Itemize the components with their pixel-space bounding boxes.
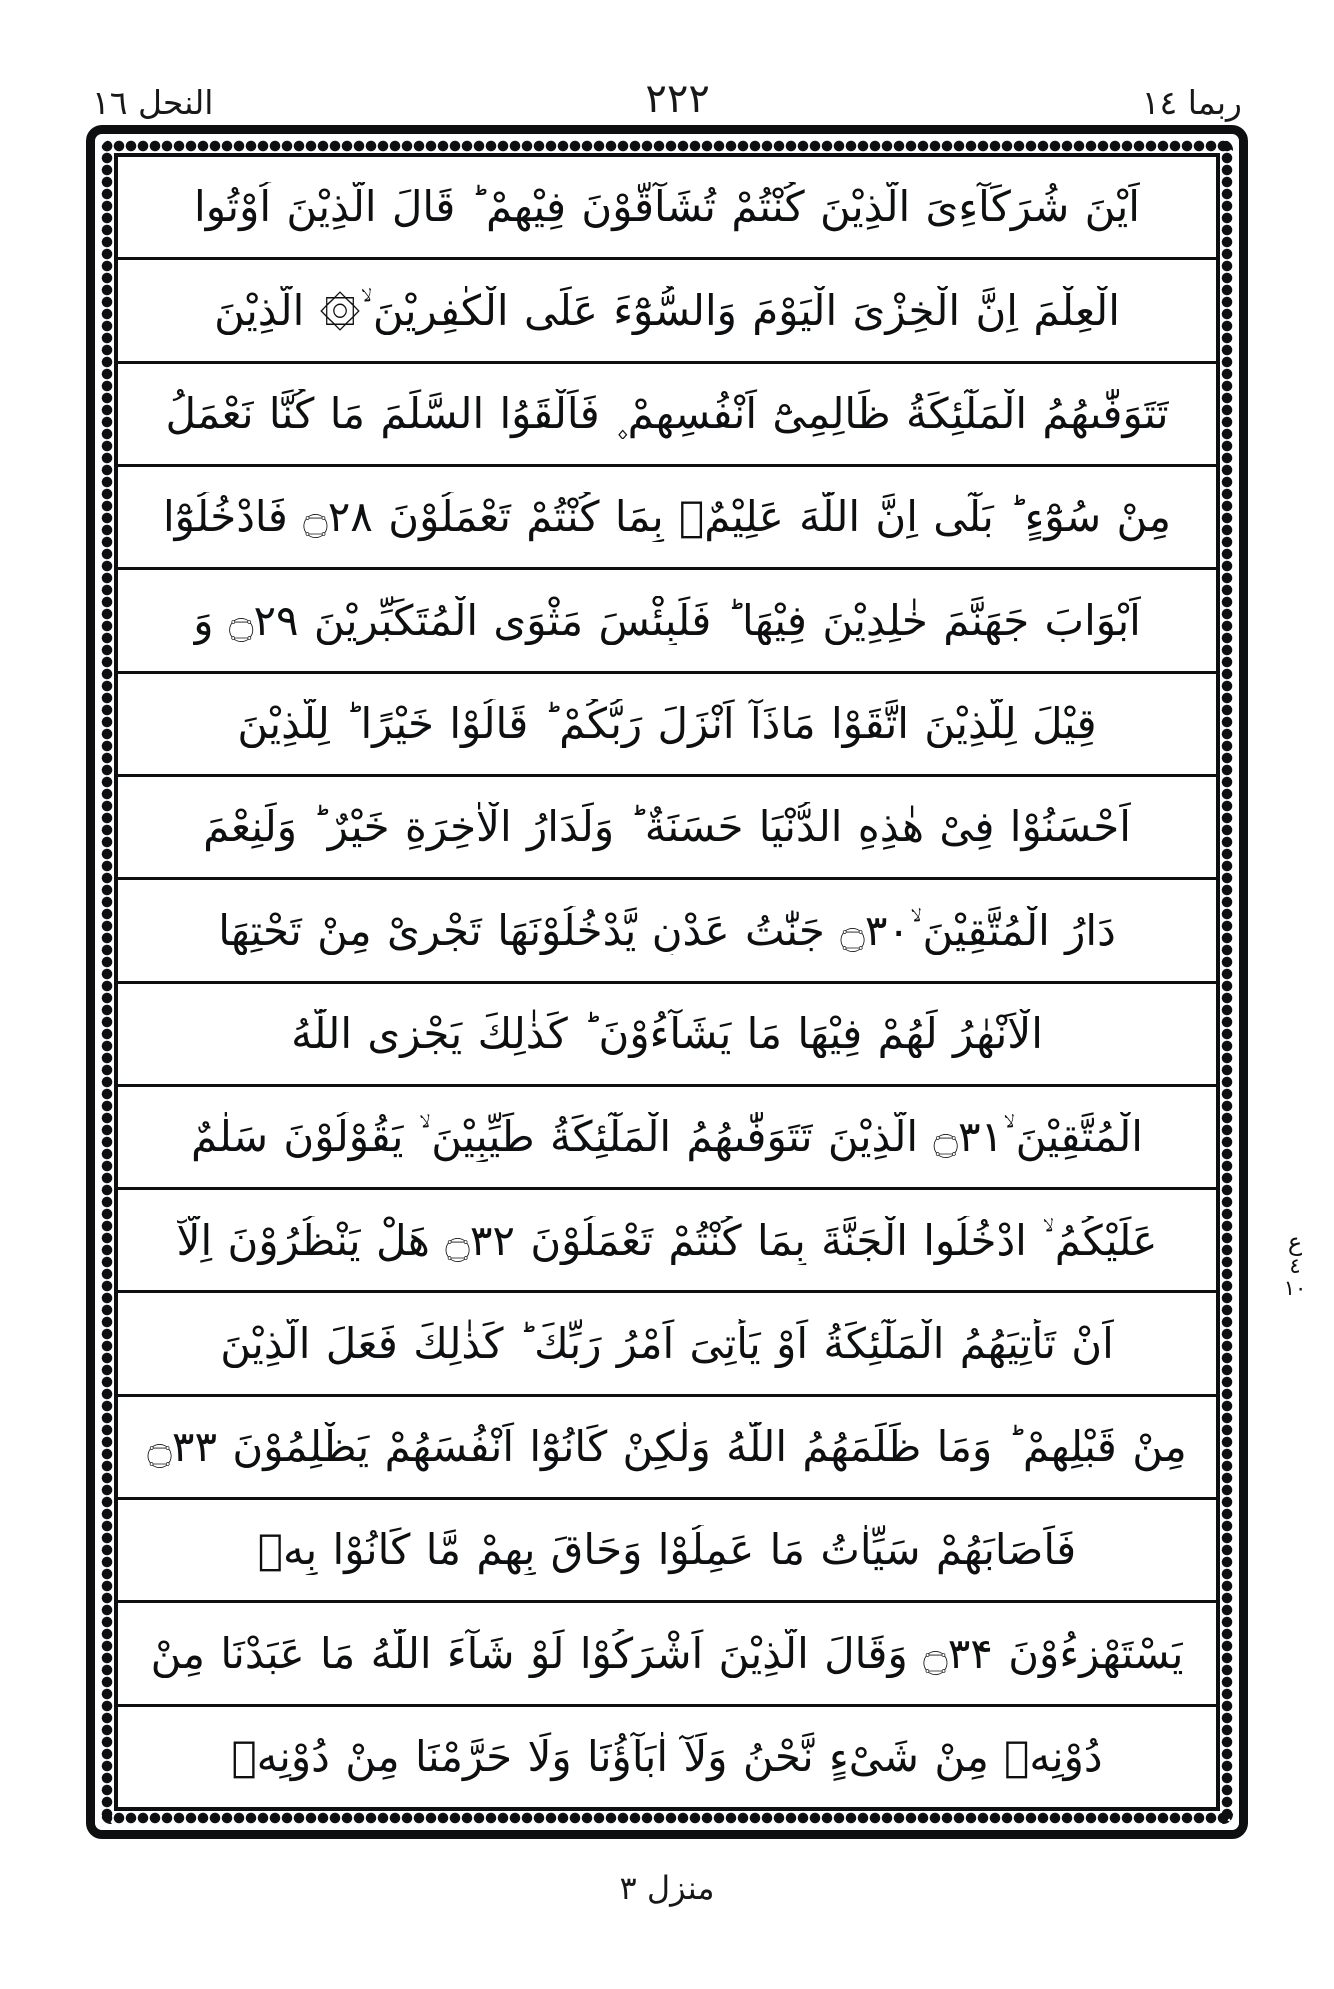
quran-line: [118, 1707, 1216, 1807]
text-frame-wrapper: [0, 125, 1334, 1839]
quran-line: [118, 260, 1216, 363]
quran-line: [118, 984, 1216, 1087]
quran-line: [118, 1087, 1216, 1190]
quran-line: [118, 1293, 1216, 1396]
surah-name-label: النحل ١٦: [92, 83, 214, 122]
quran-line-text: قِيْلَ لِلَّذِيْنَ اتَّقَوْا مَاذَآ اَنْزَلَ رَبُّكُمْ ؕ قَالُوْا خَيْرًا ؕ لِلَّذِيْنَ: [237, 698, 1097, 748]
page-number: ٢٢٢: [645, 76, 710, 122]
page-footer: [0, 1839, 1334, 1989]
quran-line: [118, 1603, 1216, 1706]
quran-line-text: عَلَيْكُمُ ۙ ادْخُلُوا الْجَنَّةَ بِمَا كُنْتُمْ تَعْمَلُوْنَ ۝۳۲ هَلْ يَنْظُرُوْنَ اِلَّآ: [176, 1215, 1158, 1265]
quran-line: [118, 1397, 1216, 1500]
quran-line-text: يَسْتَهْزِءُوْنَ ۝۳۴ وَقَالَ الَّذِيْنَ اَشْرَكُوْا لَوْ شَآءَ اللّٰهُ مَا عَبَدْنَا مِنْ: [150, 1628, 1184, 1678]
ruku-marker: [1272, 1230, 1318, 1299]
quran-line: [118, 364, 1216, 467]
quran-line: [118, 674, 1216, 777]
quran-line: [118, 570, 1216, 673]
quran-line-text: الْمُتَّقِيْنَ ۙ۝۳۱ الَّذِيْنَ تَتَوَفّٰىهُمُ الْمَلٰٓئِكَةُ طَيِّبِيْنَ ۙ يَقُوْلُوْنَ سَلٰمٌ: [191, 1112, 1143, 1162]
quran-line: [118, 157, 1216, 260]
quran-line-text: تَتَوَفّٰىهُمُ الْمَلٰٓئِكَةُ ظَالِمِىْٓ اَنْفُسِهِمْ ۪ فَاَلْقَوُا السَّلَمَ مَا كُنَّا نَعْمَلُ: [165, 389, 1169, 438]
ruku-marker-total: ١٠: [1283, 1276, 1307, 1301]
juz-label: ربما ١٤: [1141, 83, 1242, 122]
quran-text-body: [114, 153, 1220, 1811]
quran-line: [118, 777, 1216, 880]
quran-line-text: اَبْوَابَ جَهَنَّمَ خٰلِدِيْنَ فِيْهَا ؕ فَلَبِئْسَ مَثْوَى الْمُتَكَبِّرِيْنَ ۝۲۹ وَ: [193, 595, 1141, 645]
quran-line: [118, 467, 1216, 570]
quran-line-text: الْاَنْهٰرُ لَهُمْ فِيْهَا مَا يَشَآءُوْنَ ؕ كَذٰلِكَ يَجْزِى اللّٰهُ: [291, 1008, 1043, 1058]
quran-line: [118, 1500, 1216, 1603]
quran-line-text: مِنْ سُوْٓءٍ ؕ بَلٰٓى اِنَّ اللّٰهَ عَلِيْمٌۢ بِمَا كُنْتُمْ تَعْمَلُوْنَ ۝۲۸ فَادْخُلُوْٓا: [162, 492, 1172, 542]
quran-line-text: دُوْنِهٖ مِنْ شَىْءٍ نَّحْنُ وَلَآ اٰبَآؤُنَا وَلَا حَرَّمْنَا مِنْ دُوْنِهٖ: [231, 1732, 1103, 1782]
border-outer: [86, 125, 1248, 1839]
ruku-marker-symbol: ع: [1287, 1228, 1303, 1256]
quran-line-text: اَيْنَ شُرَكَآءِىَ الَّذِيْنَ كُنْتُمْ تُشَآقُّوْنَ فِيْهِمْ ؕ قَالَ الَّذِيْنَ اُوْتُوا: [194, 182, 1140, 232]
quran-line-text: اَنْ تَأْتِيَهُمُ الْمَلٰٓئِكَةُ اَوْ يَأْتِىَ اَمْرُ رَبِّكَ ؕ كَذٰلِكَ فَعَلَ الَّذِيْنَ: [220, 1318, 1114, 1368]
quran-line-text: فَاَصَابَهُمْ سَيِّاٰتُ مَا عَمِلُوْا وَحَاقَ بِهِمْ مَّا كَانُوْا بِهٖ: [257, 1525, 1077, 1575]
quran-line-text: الْعِلْمَ اِنَّ الْخِزْىَ الْيَوْمَ وَالسُّوْٓءَ عَلَى الْكٰفِرِيْنَ ۙ۞ الَّذِيْنَ: [214, 285, 1120, 335]
quran-line-text: مِنْ قَبْلِهِمْ ؕ وَمَا ظَلَمَهُمُ اللّٰهُ وَلٰكِنْ كَانُوْٓا اَنْفُسَهُمْ يَظْلِمُوْنَ ۝۳۳: [147, 1422, 1187, 1472]
ruku-marker-count: ٤: [1289, 1254, 1301, 1279]
quran-line-text: اَحْسَنُوْا فِىْ هٰذِهِ الدُّنْيَا حَسَنَةٌ ؕ وَلَدَارُ الْاٰخِرَةِ خَيْرٌ ؕ وَلَنِعْمَ: [203, 802, 1131, 852]
quran-line-text: دَارُ الْمُتَّقِيْنَ ۙ۝۳۰ جَنّٰتُ عَدْنٍ يَّدْخُلُوْنَهَا تَجْرِىْ مِنْ تَحْتِهَا: [218, 905, 1116, 955]
page-header: [0, 0, 1334, 125]
quran-line: [118, 880, 1216, 983]
manzil-label: منزل ٣: [619, 1869, 715, 1907]
border-bead-ornament: [101, 140, 1233, 1824]
quran-line: [118, 1190, 1216, 1293]
